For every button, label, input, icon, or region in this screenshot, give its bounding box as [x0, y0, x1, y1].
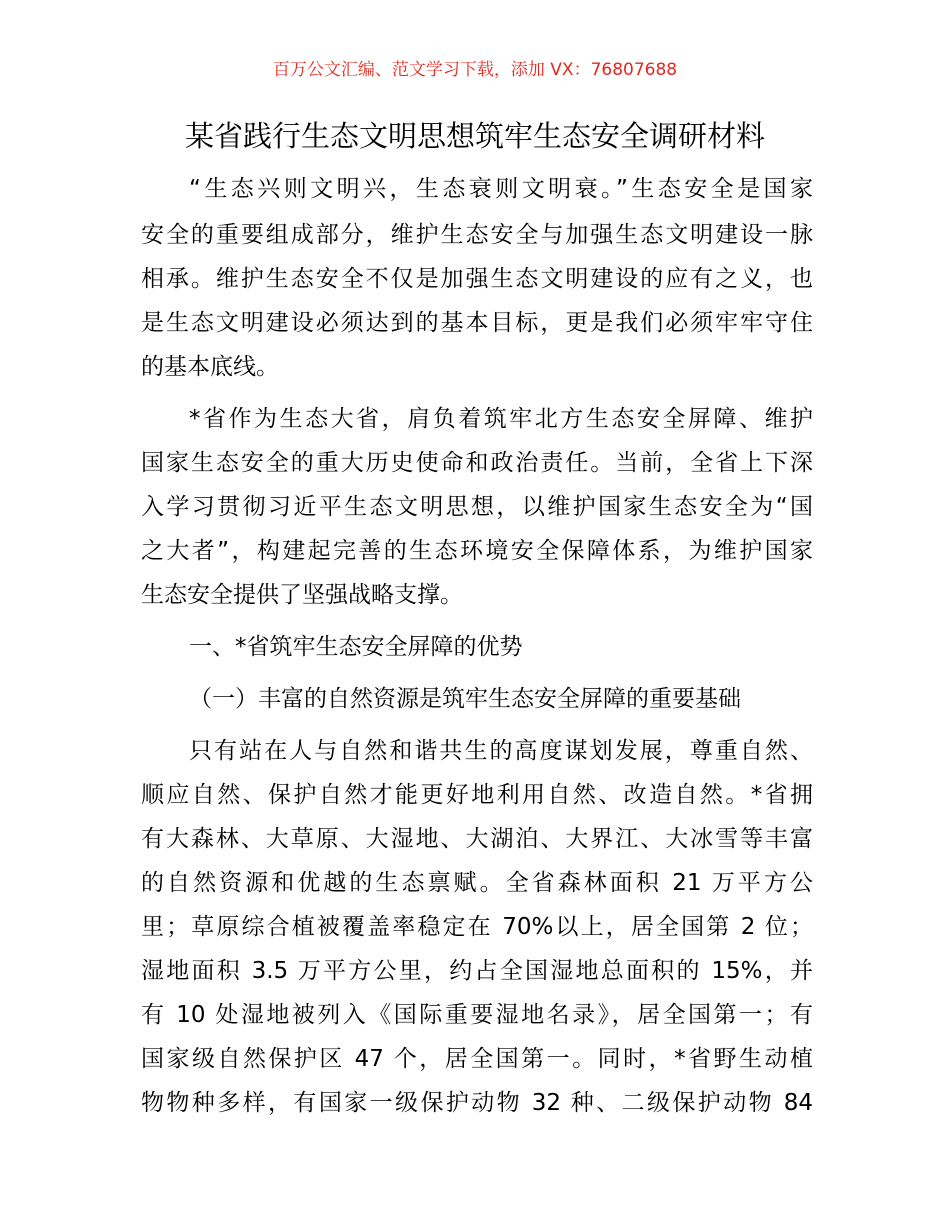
body-line: 湿地面积 3.5 万平方公里，约占全国湿地总面积的 15%，并: [141, 958, 813, 984]
body-line: 相承。维护生态安全不仅是加强生态文明建设的应有之义，也: [141, 266, 813, 292]
body-line: 国家生态安全的重大历史使命和政治责任。当前，全省上下深: [141, 450, 813, 476]
body-line: 有大森林、大草原、大湿地、大湖泊、大界江、大冰雪等丰富: [141, 826, 813, 852]
body-line: 是生态文明建设必须达到的基本目标，更是我们必须牢牢守住: [141, 310, 813, 336]
body-line: 里；草原综合植被覆盖率稳定在 70%以上，居全国第 2 位；: [141, 914, 813, 940]
watermark-banner: 百万公文汇编、范文学习下载，添加 VX：76807688: [272, 60, 678, 80]
body-line: 之大者”，构建起完善的生态环境安全保障体系，为维护国家: [141, 538, 813, 564]
body-line: 安全的重要组成部分，维护生态安全与加强生态文明建设一脉: [141, 222, 813, 248]
body-line: 入学习贯彻习近平生态文明思想，以维护国家生态安全为“国: [141, 494, 813, 520]
body-line: 顺应自然、保护自然才能更好地利用自然、改造自然。*省拥: [141, 782, 813, 808]
body-line: 只有站在人与自然和谐共生的高度谋划发展，尊重自然、: [189, 738, 813, 764]
body-line: “生态兴则文明兴，生态衰则文明衰。”生态安全是国家: [189, 176, 813, 202]
body-line: 国家级自然保护区 47 个，居全国第一。同时，*省野生动植: [141, 1046, 813, 1072]
subsection-heading: （一）丰富的自然资源是筑牢生态安全屏障的重要基础: [189, 686, 741, 712]
document-title: 某省践行生态文明思想筑牢生态安全调研材料: [184, 119, 765, 153]
body-line: 生态安全提供了坚强战略支撑。: [141, 582, 463, 608]
body-line: 有 10 处湿地被列入《国际重要湿地名录》，居全国第一；有: [141, 1002, 813, 1028]
section-heading: 一、*省筑牢生态安全屏障的优势: [189, 634, 523, 660]
body-line: 的基本底线。: [141, 354, 279, 380]
body-line: 物物种多样，有国家一级保护动物 32 种、二级保护动物 84: [141, 1090, 813, 1116]
body-line: *省作为生态大省，肩负着筑牢北方生态安全屏障、维护: [189, 406, 813, 432]
body-line: 的自然资源和优越的生态禀赋。全省森林面积 21 万平方公: [141, 870, 813, 896]
